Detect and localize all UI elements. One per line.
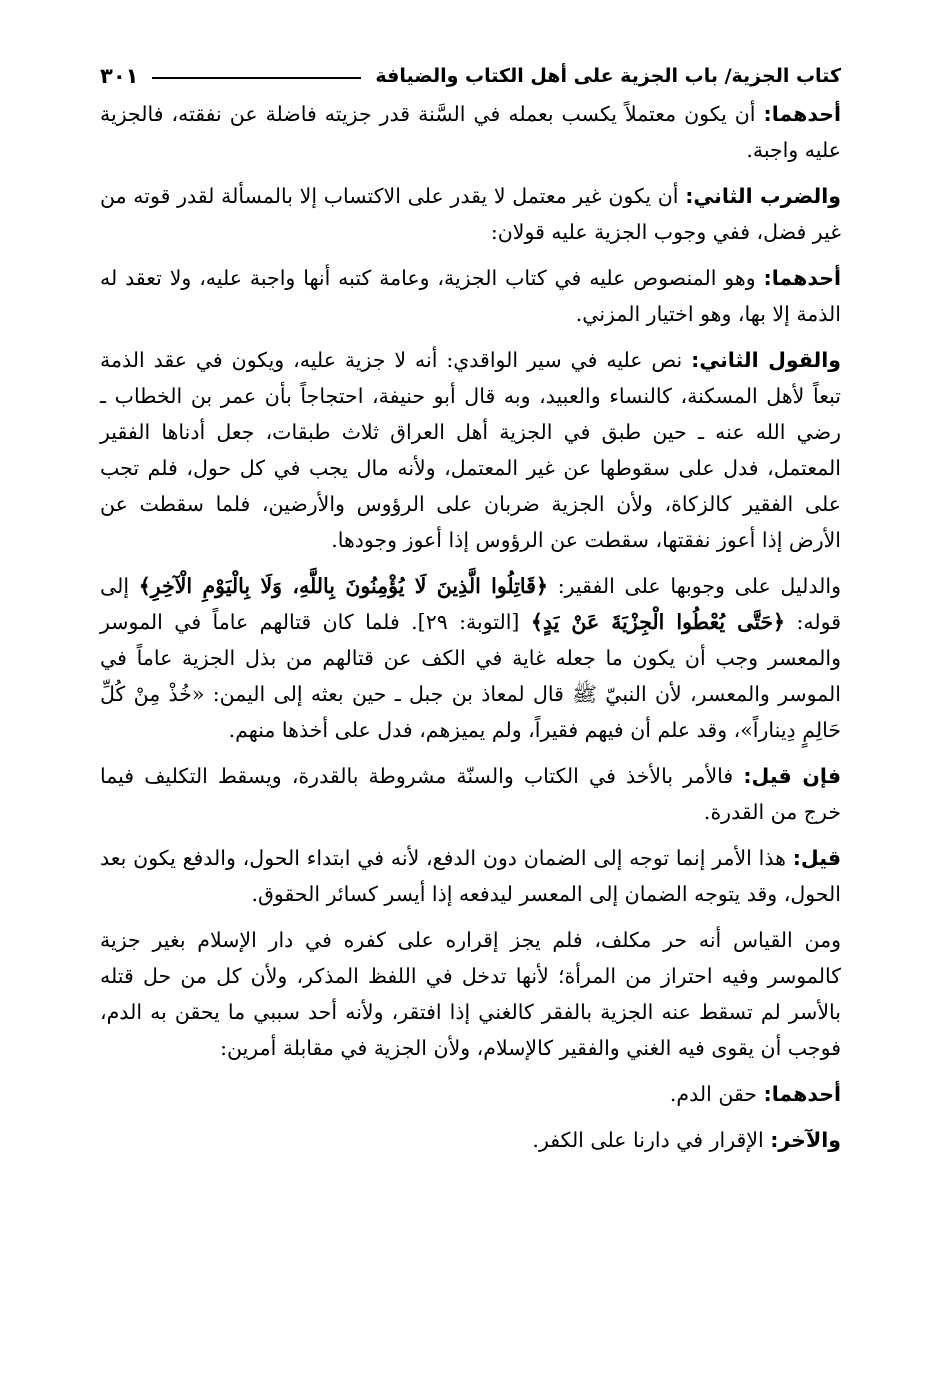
paragraph-lead: والقول الثاني:: [691, 348, 841, 372]
page-number: ٣٠١: [100, 64, 139, 88]
paragraph-text: [التوبة: ٢٩]. فلما كان قتالهم عاماً في الموسر والمعسر وجب أن يكون ما جعله غاية في الكف عن قتالهم من بذل الجزية عاماً في الموسر والمعسر، لأن النبيّ ﷺ قال لمعاذ بن جبل ـ حين بعثه إلى اليمن: «خُذْ مِنْ كُلِّ حَالِمٍ دِيناراً»، وقد علم أن فيهم فقيراً، ولم يميزهم، فدل على أخذها منهم.: [100, 610, 841, 742]
paragraph-text: أن يكون معتملاً يكسب بعمله في السَّنة قدر جزيته فاضلة عن نفقته، فالجزية عليه واجبة.: [100, 102, 841, 162]
paragraph-lead: فإن قيل:: [743, 764, 841, 788]
paragraph-text: إلى قوله:: [100, 574, 842, 634]
paragraph: [100, 1076, 841, 1112]
paragraph-lead: والآخر:: [770, 1128, 841, 1152]
header-rule: [152, 77, 361, 79]
quran-verse: ﴿حَتَّى يُعْطُوا الْجِزْيَةَ عَنْ يَدٍ﴾: [530, 610, 786, 634]
paragraph: [100, 1122, 841, 1158]
paragraph-evidence: [100, 568, 841, 748]
paragraph-text: أن يكون غير معتمل لا يقدر على الاكتساب إلا بالمسألة لقدر قوته من غير فضل، ففي وجوب الجزية عليه قولان:: [100, 184, 841, 244]
paragraph-lead: أحدهما:: [763, 266, 841, 290]
running-header: [100, 56, 841, 96]
paragraph-text: هذا الأمر إنما توجه إلى الضمان دون الدفع، لأنه في ابتداء الحول، والدفع يكون بعد الحول، وقد يتوجه الضمان إلى المعسر ليدفعه إذا أيسر كسائر الحقوق.: [100, 846, 841, 906]
paragraph: [100, 758, 841, 830]
paragraph: [100, 260, 841, 332]
paragraph: [100, 840, 841, 912]
paragraph: [100, 922, 841, 1066]
paragraph-lead: أحدهما:: [763, 102, 841, 126]
quran-verse: ﴿قَاتِلُوا الَّذِينَ لَا يُؤْمِنُونَ بِاللَّهِ، وَلَا بِالْيَوْمِ الْآخِرِ﴾: [138, 574, 548, 598]
paragraph-text: الإقرار في دارنا على الكفر.: [532, 1128, 771, 1152]
paragraph-lead: أحدهما:: [763, 1082, 841, 1106]
paragraph: [100, 178, 841, 250]
paragraph-text: نص عليه في سير الواقدي: أنه لا جزية عليه، ويكون في عقد الذمة تبعاً لأهل المسكنة، كالنساء والعبيد، وبه قال أبو حنيفة، احتجاجاً بأن عمر بن الخطاب ـ رضي الله عنه ـ حين طبق في الجزية أهل العراق ثلاث طبقات، جعل أدناها الفقير المعتمل، فدل على سقوطها عن غير المعتمل، ولأنه مال يجب في كل حول، فلم تجب على الفقير كالزكاة، ولأن الجزية ضربان على الرؤوس والأرضين، فلما سقطت عن الأرض إذا أعوز نفقتها، سقطت عن الرؤوس إذا أعوز وجودها.: [100, 348, 841, 552]
paragraph-lead: والضرب الثاني:: [685, 184, 841, 208]
paragraph-text: فالأمر بالأخذ في الكتاب والسنّة مشروطة بالقدرة، ويسقط التكليف فيما خرج من القدرة.: [100, 764, 841, 824]
paragraph-text: وهو المنصوص عليه في كتاب الجزية، وعامة كتبه أنها واجبة عليه، ولا تعقد له الذمة إلا بها، وهو اختيار المزني.: [100, 266, 841, 326]
paragraph: [100, 96, 841, 168]
page-body: [100, 96, 841, 1158]
paragraph-text: حقن الدم.: [669, 1082, 764, 1106]
header-title: كتاب الجزية/ باب الجزية على أهل الكتاب والضيافة: [375, 65, 841, 87]
page: [100, 56, 841, 1168]
paragraph-text: والدليل على وجوبها على الفقير:: [547, 574, 841, 598]
paragraph-lead: قيل:: [792, 846, 841, 870]
paragraph-text: ومن القياس أنه حر مكلف، فلم يجز إقراره على كفره في دار الإسلام بغير جزية كالموسر وفيه احتراز من المرأة؛ لأنها تدخل في اللفظ المذكر، ولأن كل من حل قتله بالأسر لم تسقط عنه الجزية بالفقر كالغني إذا افتقر، ولأنه أحد سببي ما يحقن به الدم، فوجب أن يقوى فيه الغني والفقير كالإسلام، ولأن الجزية في مقابلة أمرين:: [100, 928, 841, 1060]
paragraph: [100, 342, 841, 558]
